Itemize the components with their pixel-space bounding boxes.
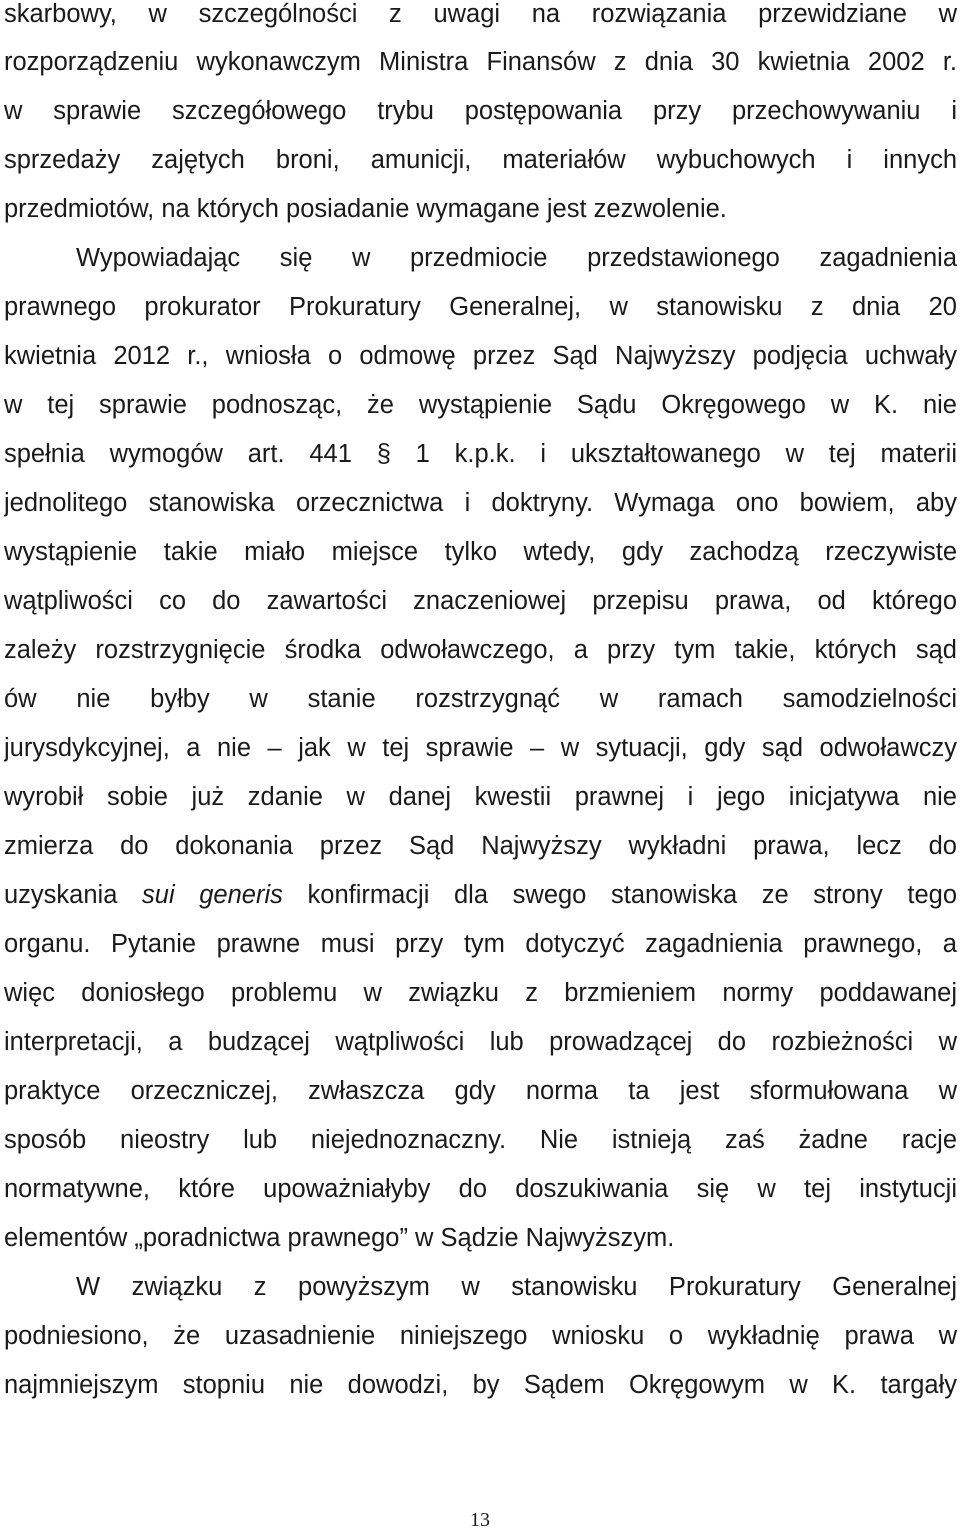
- text-line: w tej sprawie podnosząc, że wystąpienie Sądu Okręgowego w K. nie: [4, 391, 957, 419]
- text-line: zależy rozstrzygnięcie środka odwoławczego, a przy tym takie, których sąd: [4, 636, 957, 664]
- text-line: elementów „poradnictwa prawnego” w Sądzie Najwyższym.: [4, 1224, 675, 1252]
- text-line: organu. Pytanie prawne musi przy tym dotyczyć zagadnienia prawnego, a: [4, 930, 957, 958]
- text-line: najmniejszym stopniu nie dowodzi, by Sądem Okręgowym w K. targały: [4, 1371, 957, 1399]
- text-line: kwietnia 2012 r., wniosła o odmowę przez Sąd Najwyższy podjęcia uchwały: [4, 342, 957, 370]
- text-line-with-italic: [4, 881, 957, 930]
- text-line: sposób nieostry lub niejednoznaczny. Nie istnieją zaś żadne racje: [4, 1126, 957, 1154]
- text-line: jednolitego stanowiska orzecznictwa i doktryny. Wymaga ono bowiem, aby: [4, 489, 957, 517]
- text-line: sprzedaży zajętych broni, amunicji, materiałów wybuchowych i innych: [4, 146, 957, 174]
- text-line: ów nie byłby w stanie rozstrzygnąć w ramach samodzielności: [4, 685, 957, 713]
- text-line: W związku z powyższym w stanowisku Prokuratury Generalnej: [76, 1273, 957, 1301]
- text-line: interpretacji, a budzącej wątpliwości lub prowadzącej do rozbieżności w: [4, 1028, 957, 1056]
- text-line: wystąpienie takie miało miejsce tylko wtedy, gdy zachodzą rzeczywiste: [4, 538, 957, 566]
- text-line: w sprawie szczegółowego trybu postępowania przy przechowywaniu i: [4, 97, 957, 125]
- text-line: prawnego prokurator Prokuratury Generalnej, w stanowisku z dnia 20: [4, 293, 957, 321]
- text-line: normatywne, które upoważniałyby do doszukiwania się w tej instytucji: [4, 1175, 957, 1203]
- italic-term: sui generis: [142, 881, 283, 909]
- text-line: skarbowy, w szczególności z uwagi na rozwiązania przewidziane w: [4, 0, 957, 28]
- text-line: podniesiono, że uzasadnienie niniejszego wniosku o wykładnię prawa w: [4, 1322, 957, 1350]
- text-line: przedmiotów, na których posiadanie wymagane jest zezwolenie.: [4, 195, 727, 223]
- document-body: [4, 0, 957, 1420]
- page-number: 13: [470, 1509, 490, 1531]
- text-line: praktyce orzeczniczej, zwłaszcza gdy norma ta jest sformułowana w: [4, 1077, 957, 1105]
- text-line: więc doniosłego problemu w związku z brzmieniem normy poddawanej: [4, 979, 957, 1007]
- text-line: Wypowiadając się w przedmiocie przedstawionego zagadnienia: [76, 244, 957, 272]
- text-segment: uzyskania: [4, 881, 143, 909]
- text-line: jurysdykcyjnej, a nie – jak w tej sprawie – w sytuacji, gdy sąd odwoławczy: [4, 734, 957, 762]
- text-line: wątpliwości co do zawartości znaczeniowej przepisu prawa, od którego: [4, 587, 957, 615]
- text-line: rozporządzeniu wykonawczym Ministra Finansów z dnia 30 kwietnia 2002 r.: [4, 48, 957, 76]
- text-line: spełnia wymogów art. 441 § 1 k.p.k. i ukształtowanego w tej materii: [4, 440, 957, 468]
- text-segment: konfirmacji dla swego stanowiska ze strony tego: [282, 881, 957, 909]
- text-line: wyrobił sobie już zdanie w danej kwestii prawnej i jego inicjatywa nie: [4, 783, 957, 811]
- text-line: zmierza do dokonania przez Sąd Najwyższy wykładni prawa, lecz do: [4, 832, 957, 860]
